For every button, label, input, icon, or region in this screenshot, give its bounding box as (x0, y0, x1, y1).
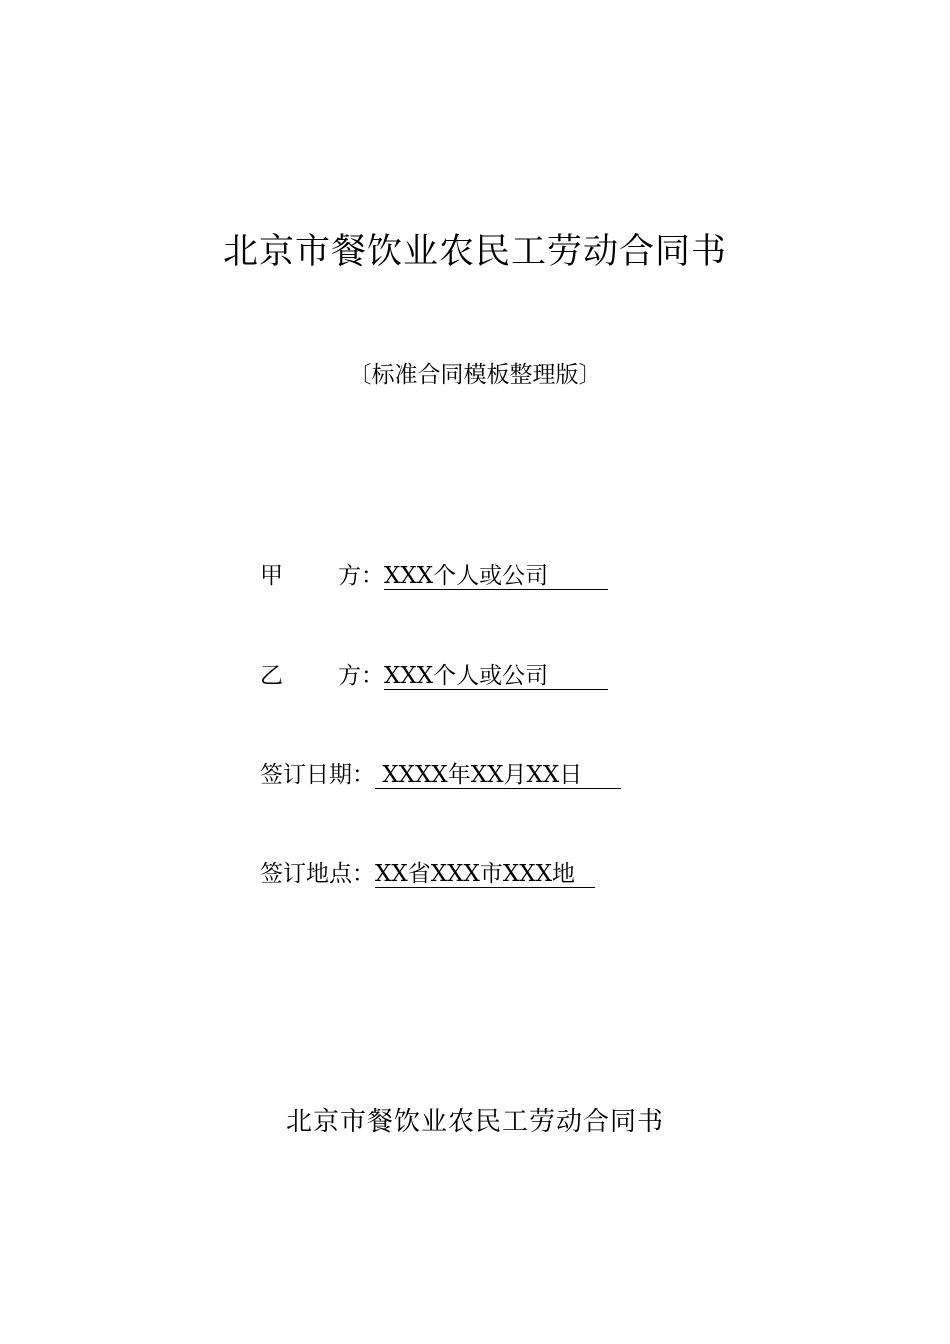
party-a-value: XXX个人或公司 (384, 563, 608, 590)
party-b-label-char2: 方 (338, 663, 361, 689)
field-sign-date (260, 758, 621, 792)
party-a-label-char2: 方 (338, 563, 361, 589)
field-party-b (260, 659, 608, 693)
footer-title: 北京市餐饮业农民工劳动合同书 (285, 1107, 664, 1137)
sign-date-value: XXXX年XX月XX日 (375, 762, 621, 789)
party-a-label-char1: 甲 (260, 563, 283, 589)
sign-place-label: 签订地点： (260, 861, 375, 887)
party-b-value: XXX个人或公司 (384, 663, 608, 690)
party-b-colon: ： (361, 663, 384, 689)
sign-place-value: XX省XXX市XXX地 (375, 861, 595, 888)
document-subtitle: 〔标准合同模板整理版〕 (348, 362, 602, 388)
sign-date-label: 签订日期： (260, 762, 375, 788)
party-a-colon: ： (361, 563, 384, 589)
document-title: 北京市餐饮业农民工劳动合同书 (222, 232, 727, 272)
field-sign-place (260, 857, 595, 891)
field-party-a (260, 559, 608, 593)
party-b-label-char1: 乙 (260, 663, 283, 689)
